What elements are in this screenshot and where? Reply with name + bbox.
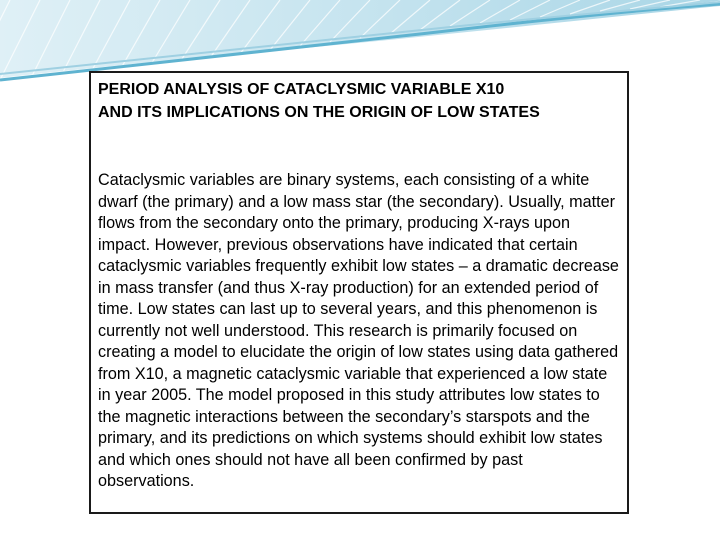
slide-title bbox=[98, 78, 621, 124]
abstract-body: Cataclysmic variables are binary systems, each consisting of a white dwarf (the primary) and a low mass star (the secondary). Usually, matter flows from the secondary onto the primary, producing X-rays upon impact. However, previous observations have indicated that certain cataclysmic variables frequently exhibit low states – a dramatic decrease in mass transfer (and thus X-ray production) for an extended period of time. Low states can last up to several years, and this phenomenon is currently not well understood. This research is primarily focused on creating a model to elucidate the origin of low states using data gathered from X10, a magnetic cataclysmic variable that experienced a low state in year 2005. The model proposed in this study attributes low states to the magnetic interactions between the secondary’s starspots and the primary, and its predictions on which systems should exhibit low states and which ones should not have all been confirmed by past observations. bbox=[98, 171, 619, 490]
abstract-textbox bbox=[89, 71, 629, 514]
title-line-2: AND ITS IMPLICATIONS ON THE ORIGIN OF LOW STATES bbox=[98, 104, 540, 121]
title-line-1: PERIOD ANALYSIS OF CATACLYSMIC VARIABLE X10 bbox=[98, 81, 505, 98]
